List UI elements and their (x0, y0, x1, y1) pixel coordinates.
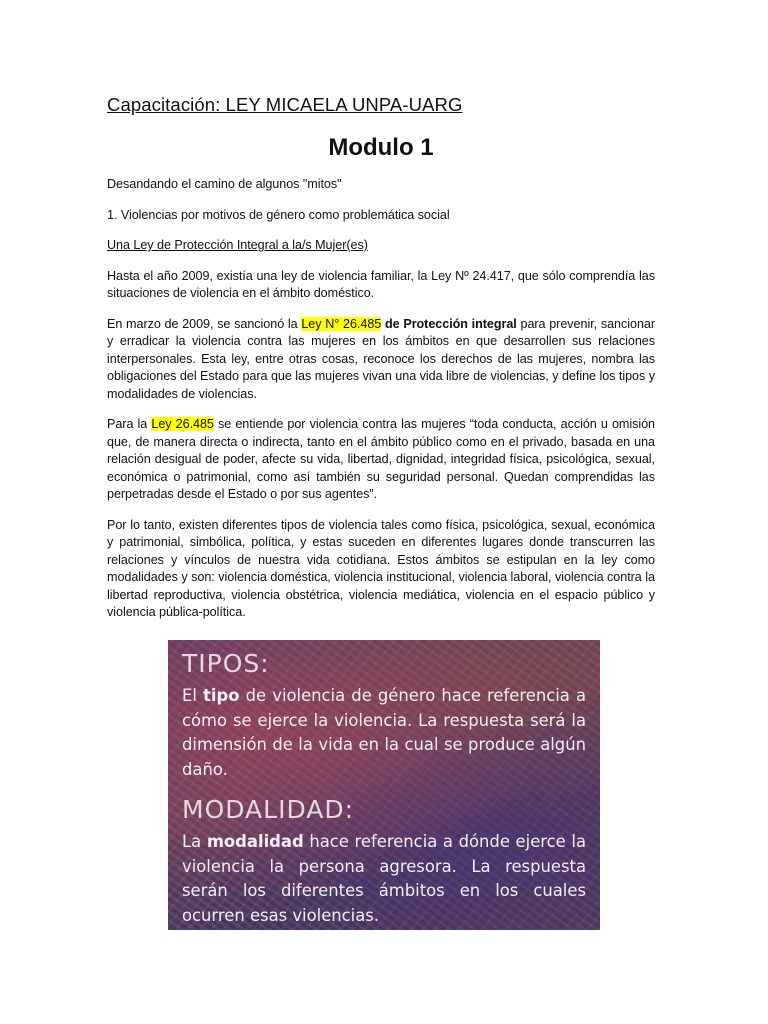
paragraph-1: Hasta el año 2009, existía una ley de violencia familiar, la Ley Nº 24.417, que sólo comprendía las situaciones de violencia en el ámbito doméstico. (107, 268, 655, 300)
paragraph-2-rest: para prevenir, sancionar y erradicar la violencia contra las mujeres en los ámbitos en que desarrollen sus relaciones interpersonales. Esta ley, entre otras cosas, reconoce los derechos de las mujeres, nombra las obligaciones del Estado para que las mujeres vivan una vida libre de violencias, y define los tipos y modalidades de violencias. (107, 316, 656, 401)
paragraph-3 (107, 416, 655, 504)
modalidad-bold: modalidad (206, 832, 304, 851)
section-title: Una Ley de Protección Integral a la/s Mujer(es) (107, 238, 368, 252)
paragraph-2 (107, 316, 655, 404)
tipos-text (182, 684, 586, 782)
paragraph-2-text: En marzo de 2009, se sancionó la (107, 316, 302, 331)
tipos-text-start: El (182, 686, 204, 705)
law-highlight: Ley N° 26.485 (301, 316, 382, 331)
modalidad-text-start: La (182, 832, 207, 851)
paragraph-3-rest: se entiende por violencia contra las mujeres “toda conducta, acción u omisión que, de manera directa o indirecta, tanto en el ámbito público como en el privado, basada en una relación desigual de poder, afecte su vida, libertad, dignidad, integridad física, psicológica, sexual, económica o patrimonial, como así también su seguridad personal. Quedan comprendidas las perpetradas desde el Estado o por sus agentes”. (107, 417, 655, 501)
paragraph-4: Por lo tanto, existen diferentes tipos de violencia tales como física, psicológica, sexual, económica y patrimonial, simbólica, política, y estas suceden en diferentes lugares donde transcurren las relaciones y vínculos de nuestra vida cotidiana. Estos ámbitos se estipulan en la ley como modalidades y son: violencia doméstica, violencia institucional, violencia laboral, violencia contra la libertad reproductiva, violencia obstétrica, violencia mediática, violencia en el espacio público y violencia pública-política. (107, 517, 655, 619)
modalidad-text-rest: hace referencia a dónde ejerce la violencia la persona agresora. La respuesta serán los diferentes ámbitos en los cuales ocurren esas violencias. (182, 832, 586, 925)
module-subtitle: Desandando el camino de algunos "mitos" (107, 177, 342, 191)
paragraph-3-text: Para la (107, 417, 152, 431)
modalidad-text (182, 830, 586, 928)
bold-phrase: de Protección integral (385, 316, 517, 331)
tipos-modalidad-infographic (168, 640, 600, 930)
course-title: Capacitación: LEY MICAELA UNPA-UARG (107, 94, 463, 115)
module-title: Modulo 1 (328, 134, 434, 161)
law-highlight: Ley 26.485 (151, 417, 214, 431)
item-heading: 1. Violencias por motivos de género como problemática social (107, 207, 450, 222)
tipos-text-rest: de violencia de género hace referencia a cómo se ejerce la violencia. La respuesta será la dimensión de la vida en la cual se produce algún daño. (182, 686, 586, 779)
infographic-content (182, 650, 586, 928)
modalidad-heading: MODALIDAD: (182, 795, 355, 824)
tipos-heading: TIPOS: (182, 649, 270, 678)
document-page (107, 94, 655, 622)
tipos-bold: tipo (203, 686, 240, 705)
